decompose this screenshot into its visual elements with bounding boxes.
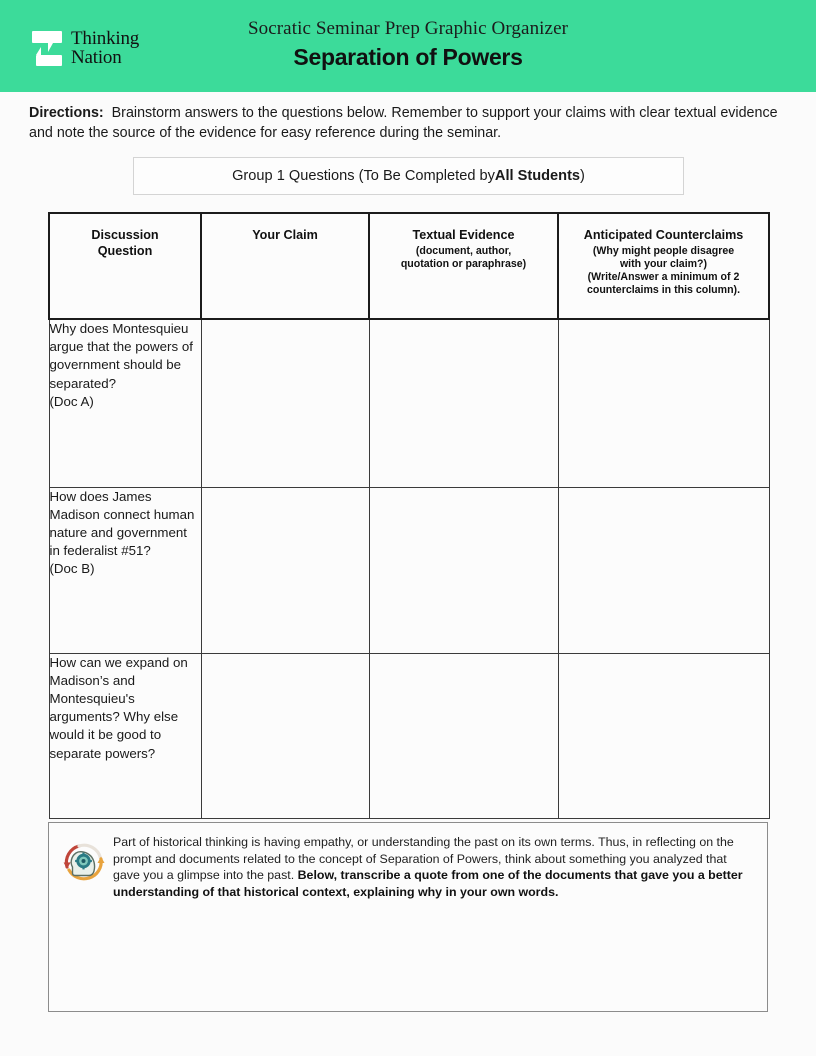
counterclaims-answer-cell[interactable] (558, 653, 769, 818)
header-sub-text: (document, author, quotation or paraphrase) (400, 244, 527, 270)
logo-word-thinking: Thinking (71, 28, 140, 49)
header-sub-text: (Why might people disagree with your claim?) (Write/Answer a minimum of 2 counterclaims in this column). (586, 244, 741, 296)
question-cell: Why does Montesquieu argue that the powers of government should be separated? (Doc A) (49, 319, 201, 487)
evidence-answer-cell[interactable] (369, 319, 558, 487)
thinking-head-icon (59, 837, 109, 887)
header-main-text: Anticipated Counterclaims (583, 228, 744, 242)
column-header-discussion-question (49, 213, 201, 319)
table-header-row (49, 213, 769, 319)
question-cell: How can we expand on Madison’s and Montesquieu's arguments? Why else would it be good to separate powers? (49, 653, 201, 818)
counterclaims-answer-cell[interactable] (558, 319, 769, 487)
organizer-table (48, 212, 770, 819)
header-title-block (0, 17, 816, 72)
header-main-text: Textual Evidence (412, 228, 515, 242)
document-title: Separation of Powers (293, 44, 523, 70)
table-row (49, 487, 769, 653)
reflection-box[interactable] (48, 822, 768, 1012)
header-main-text: Your Claim (252, 228, 318, 242)
page-header (0, 0, 816, 92)
header-main-text: Discussion Question (91, 228, 159, 258)
question-cell: How does James Madison connect human nature and government in federalist #51? (Doc B) (49, 487, 201, 653)
document-subtitle: Socratic Seminar Prep Graphic Organizer (247, 18, 569, 39)
table-row (49, 653, 769, 818)
column-header-your-claim (201, 213, 369, 319)
reflection-text-bold: Below, transcribe a quote from one of the documents that gave you a better understanding of that historical context, explaining why in your own words. (113, 868, 743, 899)
group-questions-banner (133, 157, 684, 195)
reflection-instructions (109, 832, 757, 900)
column-header-anticipated-counterclaims (558, 213, 769, 319)
claim-answer-cell[interactable] (201, 319, 369, 487)
evidence-answer-cell[interactable] (369, 487, 558, 653)
directions-label: Directions: (29, 105, 104, 121)
table-row (49, 319, 769, 487)
group-banner-emphasis: All Students (494, 168, 581, 184)
claim-answer-cell[interactable] (201, 487, 369, 653)
evidence-answer-cell[interactable] (369, 653, 558, 818)
logo-word-nation: Nation (71, 47, 122, 68)
directions-paragraph (29, 103, 785, 143)
group-banner-suffix: ) (580, 168, 585, 184)
directions-body: Brainstorm answers to the questions below. Remember to support your claims with clear textual evidence and note the source of the evidence for easy reference during the seminar. (29, 105, 778, 141)
group-banner-prefix: Group 1 Questions (To Be Completed by (232, 168, 495, 184)
counterclaims-answer-cell[interactable] (558, 487, 769, 653)
claim-answer-cell[interactable] (201, 653, 369, 818)
reflection-text-normal: Part of historical thinking is having empathy, or understanding the past on its own terms. Thus, in reflecting on the prompt and documents related to the concept of Separation of Powers, think about something you analyzed that gave you a glimpse into the past. (113, 835, 734, 883)
column-header-textual-evidence (369, 213, 558, 319)
